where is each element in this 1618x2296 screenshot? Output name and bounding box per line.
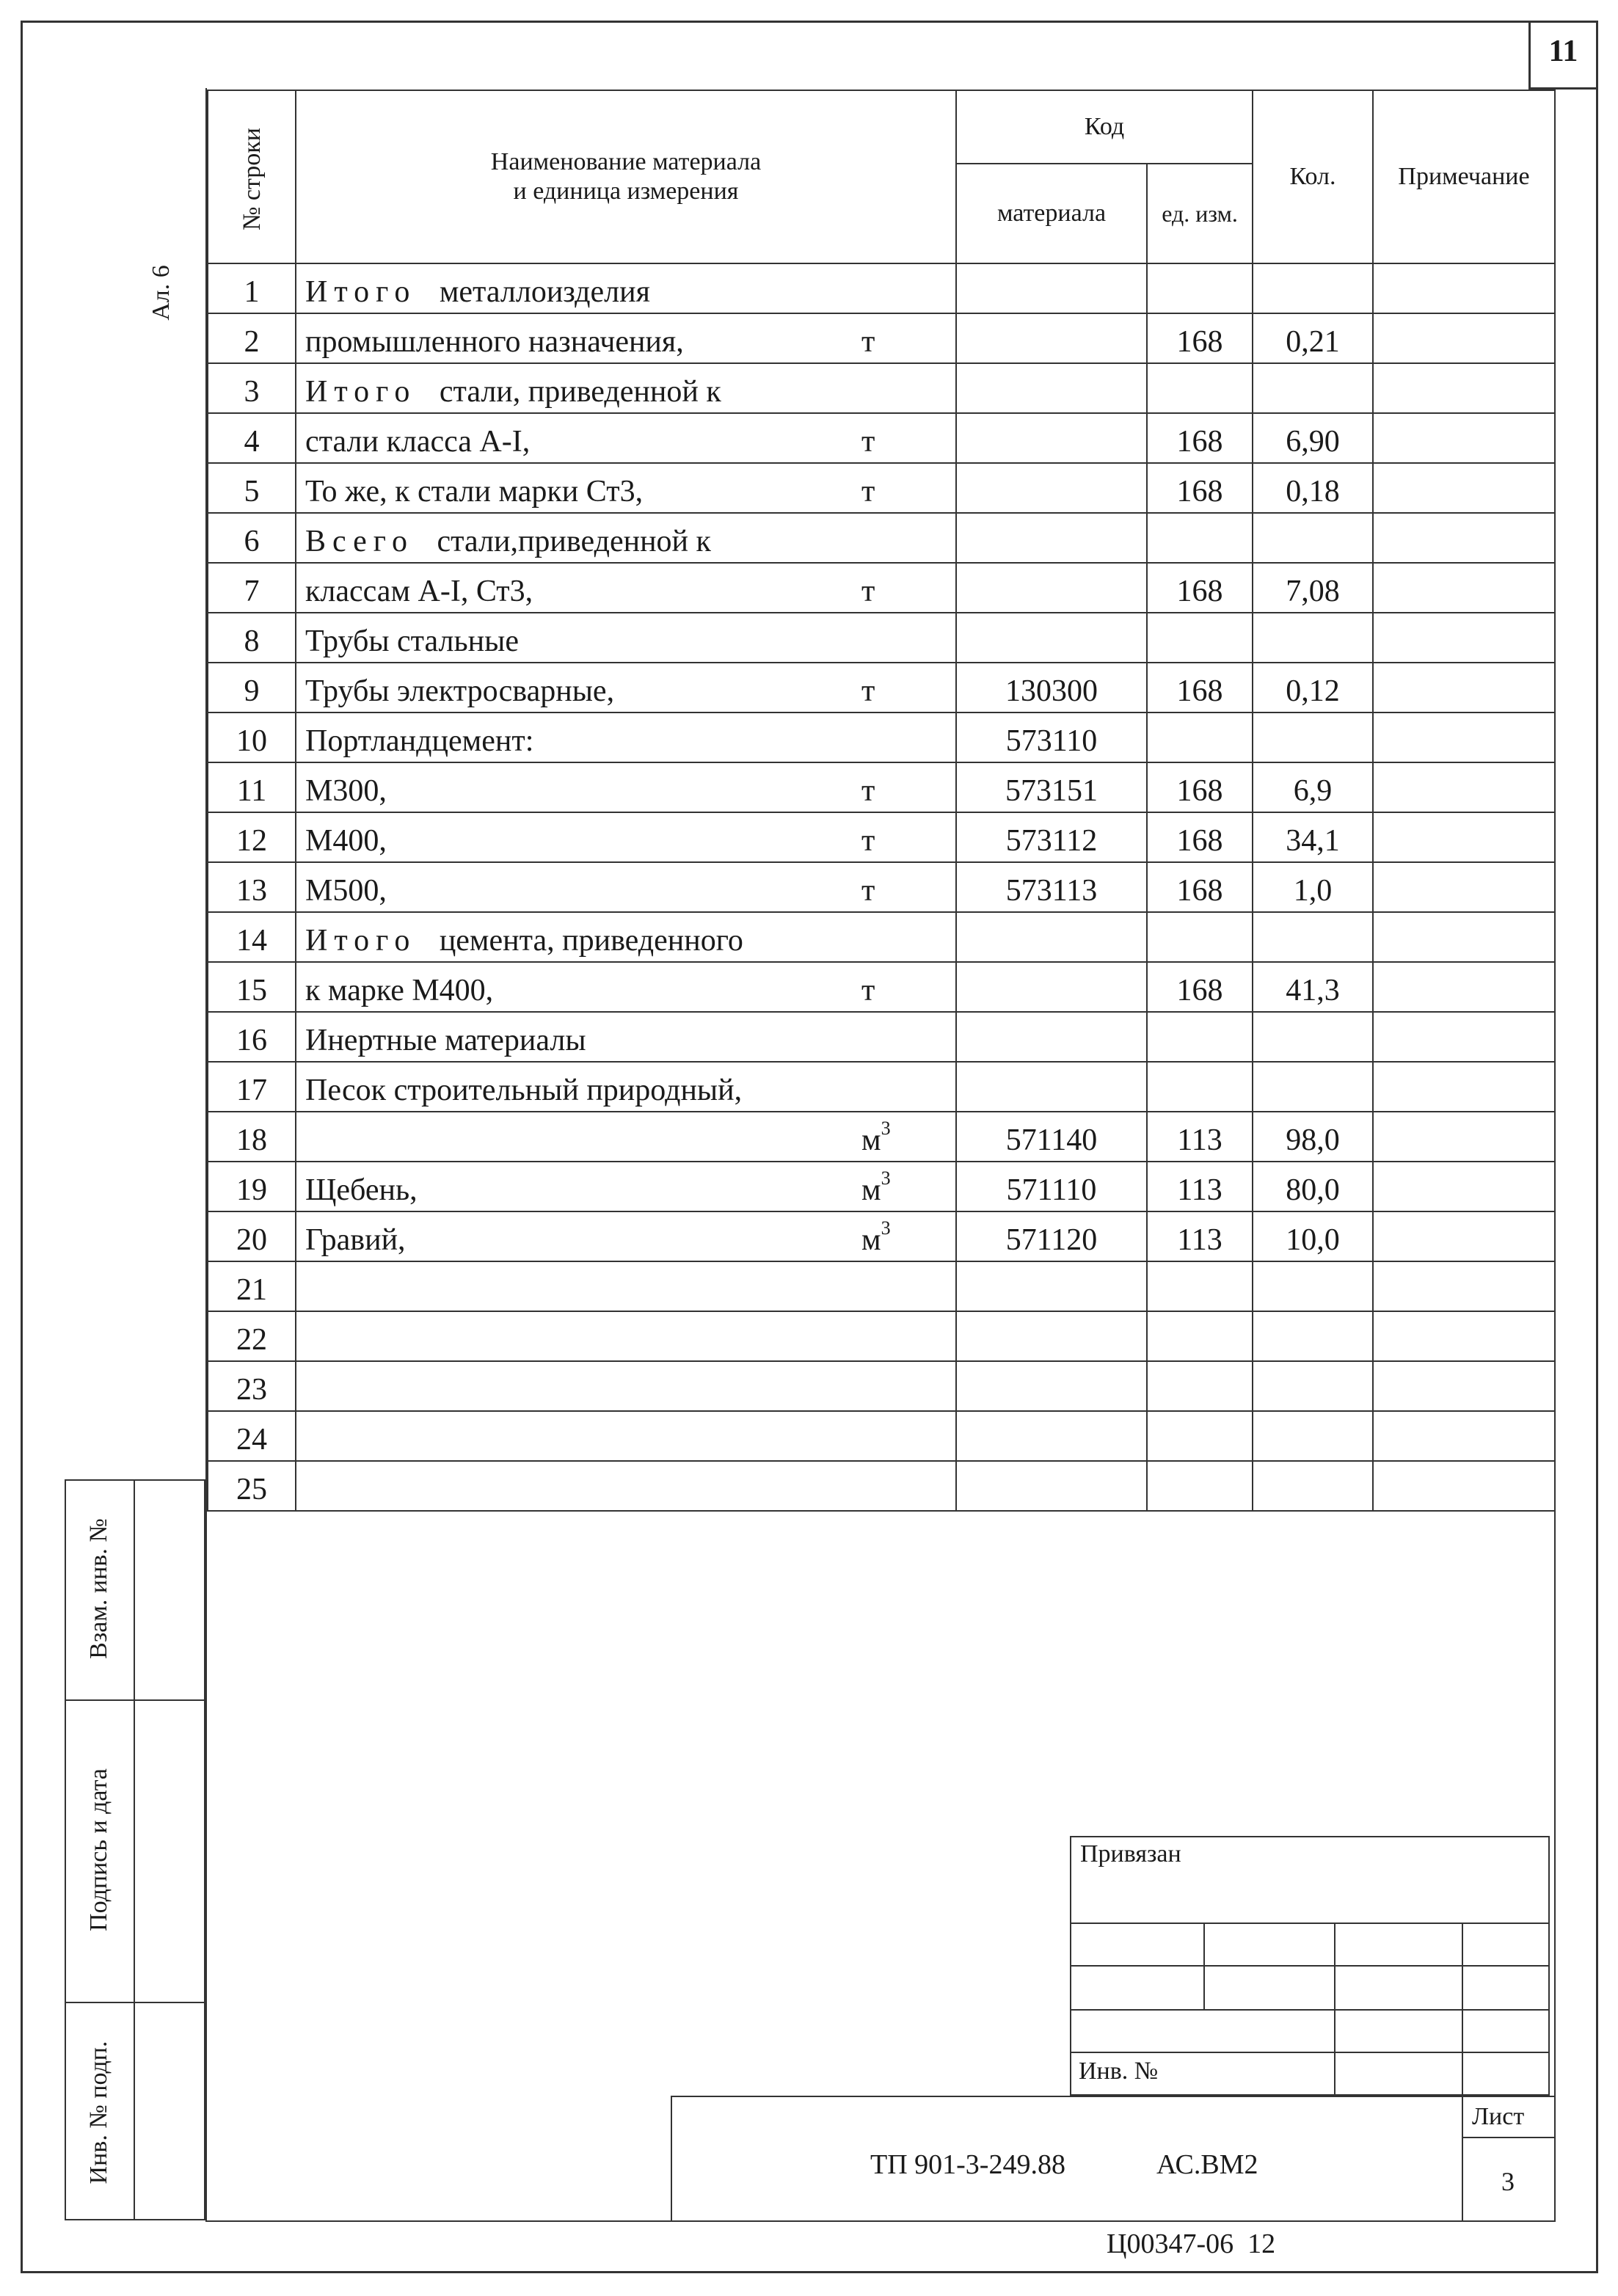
row-name-spaced: Всего [305, 525, 414, 558]
side-stamp-sep-1 [65, 1699, 205, 1701]
sheet-number: 11 [1548, 34, 1578, 68]
row-material-code [956, 1261, 1147, 1311]
row-unit-code: 168 [1147, 413, 1253, 463]
row-material-code: 573113 [956, 862, 1147, 912]
row-note [1373, 962, 1555, 1012]
row-unit: т [861, 575, 875, 608]
table-row [208, 1361, 1555, 1411]
row-name [305, 374, 721, 409]
row-name [305, 823, 387, 859]
row-unit-code: 168 [1147, 962, 1253, 1012]
table-row [208, 962, 1555, 1012]
row-name-text: стали, приведенной к [439, 375, 721, 409]
table-row [208, 363, 1555, 413]
tied-sep-4 [1070, 2052, 1550, 2053]
side-stamp-divider [134, 1479, 135, 2220]
row-note [1373, 713, 1555, 762]
row-unit-sup: 3 [881, 1167, 891, 1189]
row-name [305, 1173, 418, 1208]
table-row [208, 1162, 1555, 1211]
row-unit: т [861, 325, 875, 359]
tied-sep-2 [1070, 1965, 1550, 1967]
row-number: 5 [208, 463, 296, 513]
row-quantity [1253, 613, 1373, 663]
row-note [1373, 1162, 1555, 1211]
row-number: 21 [208, 1261, 296, 1311]
header-code-material: материала [956, 164, 1147, 263]
row-material-code: 573110 [956, 713, 1147, 762]
row-unit-code [1147, 613, 1253, 663]
inv-no-label: Инв. № [1079, 2058, 1159, 2085]
row-name [305, 873, 387, 908]
row-name-spaced: Итого [305, 375, 417, 409]
row-name-text: Гравий, [305, 1223, 406, 1257]
row-note [1373, 812, 1555, 862]
row-name [305, 1023, 586, 1058]
table-row [208, 513, 1555, 563]
row-unit-code [1147, 1361, 1253, 1411]
row-number: 3 [208, 363, 296, 413]
row-number: 15 [208, 962, 296, 1012]
row-unit-code: 168 [1147, 812, 1253, 862]
row-name [305, 474, 643, 509]
row-unit: т [861, 974, 875, 1007]
row-quantity: 0,21 [1253, 313, 1373, 363]
row-material-code [956, 563, 1147, 613]
row-quantity [1253, 1461, 1373, 1511]
row-unit: т [861, 874, 875, 908]
row-note [1373, 1261, 1555, 1311]
row-name-spaced: Итого [305, 275, 417, 309]
row-name-text: М500, [305, 874, 387, 908]
row-note [1373, 1361, 1555, 1411]
row-quantity: 1,0 [1253, 862, 1373, 912]
row-material-code: 573151 [956, 762, 1147, 812]
stamp-inv-orig: Инв. № подп. [85, 2041, 112, 2184]
row-name-cell [296, 1062, 956, 1112]
row-note [1373, 1211, 1555, 1261]
row-unit-code [1147, 912, 1253, 962]
table-row [208, 563, 1555, 613]
row-quantity: 0,18 [1253, 463, 1373, 513]
row-name-cell [296, 313, 956, 363]
row-unit-code: 168 [1147, 463, 1253, 513]
row-quantity [1253, 1361, 1373, 1411]
row-note [1373, 912, 1555, 962]
row-unit: т [861, 425, 875, 459]
row-material-code [956, 413, 1147, 463]
row-unit: $м^3$ [861, 1167, 891, 1207]
row-name-text: М400, [305, 824, 387, 858]
table-row [208, 812, 1555, 862]
row-quantity [1253, 1062, 1373, 1112]
row-quantity: 34,1 [1253, 812, 1373, 862]
table-row [208, 1311, 1555, 1361]
row-material-code [956, 1411, 1147, 1461]
row-name-cell [296, 513, 956, 563]
table-row [208, 1062, 1555, 1112]
row-note [1373, 363, 1555, 413]
row-number: 13 [208, 862, 296, 912]
row-quantity [1253, 363, 1373, 413]
row-material-code [956, 1062, 1147, 1112]
row-name-text: Песок строительный природный, [305, 1074, 743, 1107]
row-unit-sup: 3 [881, 1217, 891, 1239]
row-unit-code: 168 [1147, 862, 1253, 912]
row-material-code [956, 912, 1147, 962]
stamp-sign-date: Подпись и дата [85, 1768, 112, 1931]
header-quantity: Кол. [1253, 90, 1373, 263]
row-material-code: 571110 [956, 1162, 1147, 1211]
sheet-label: Лист [1472, 2103, 1525, 2130]
table-row [208, 613, 1555, 663]
row-name-cell [296, 613, 956, 663]
row-name [305, 923, 743, 958]
row-material-code [956, 962, 1147, 1012]
row-name [305, 1222, 406, 1258]
table-row [208, 1261, 1555, 1311]
row-material-code: 130300 [956, 663, 1147, 713]
row-name-cell [296, 1361, 956, 1411]
row-material-code [956, 313, 1147, 363]
row-unit-code [1147, 513, 1253, 563]
row-quantity [1253, 713, 1373, 762]
row-quantity [1253, 1012, 1373, 1062]
row-quantity: 41,3 [1253, 962, 1373, 1012]
row-unit: т [861, 674, 875, 708]
row-name-text: М300, [305, 774, 387, 808]
row-number: 2 [208, 313, 296, 363]
row-number: 1 [208, 263, 296, 313]
row-quantity [1253, 513, 1373, 563]
table-row [208, 1461, 1555, 1511]
tied-to-label: Привязан [1080, 1840, 1181, 1867]
row-name-cell [296, 912, 956, 962]
row-number: 22 [208, 1311, 296, 1361]
main-stamp-sheet-sep [1462, 2137, 1554, 2138]
row-number: 12 [208, 812, 296, 862]
row-material-code [956, 463, 1147, 513]
row-number: 14 [208, 912, 296, 962]
row-note [1373, 663, 1555, 713]
row-name-cell [296, 1162, 956, 1211]
row-note [1373, 513, 1555, 563]
row-name-cell [296, 463, 956, 513]
row-material-code [956, 263, 1147, 313]
row-name-cell [296, 962, 956, 1012]
row-name [305, 773, 387, 809]
row-material-code [956, 1361, 1147, 1411]
row-note [1373, 862, 1555, 912]
row-name-text: классам А-I, Ст3, [305, 575, 533, 608]
row-note [1373, 463, 1555, 513]
side-code: Ал. 6 [147, 265, 175, 321]
row-number: 4 [208, 413, 296, 463]
table-row [208, 1411, 1555, 1461]
row-unit-sup: 3 [881, 1118, 891, 1139]
row-unit: т [861, 824, 875, 858]
header-code-unit: ед. изм. [1147, 164, 1253, 263]
row-name-text: промышленного назначения, [305, 325, 684, 359]
row-quantity [1253, 1261, 1373, 1311]
table-row [208, 1012, 1555, 1062]
row-name-cell [296, 1461, 956, 1511]
row-material-code [956, 1012, 1147, 1062]
sheet-value: 3 [1501, 2167, 1515, 2196]
table-row [208, 862, 1555, 912]
row-quantity [1253, 912, 1373, 962]
row-name [305, 274, 650, 310]
row-number: 18 [208, 1112, 296, 1162]
table-row [208, 912, 1555, 962]
tied-vsep-2 [1334, 1923, 1335, 2096]
row-name-text: металлоизделия [439, 275, 650, 309]
row-quantity: 7,08 [1253, 563, 1373, 613]
row-number: 8 [208, 613, 296, 663]
row-name-cell [296, 1112, 956, 1162]
row-note [1373, 1461, 1555, 1511]
row-note [1373, 1062, 1555, 1112]
materials-table [207, 90, 1556, 1512]
table-row [208, 413, 1555, 463]
row-note [1373, 1311, 1555, 1361]
table-row [208, 1112, 1555, 1162]
table-row [208, 263, 1555, 313]
tied-sep-1 [1070, 1923, 1550, 1924]
row-unit-code [1147, 1311, 1253, 1361]
row-name [305, 674, 614, 709]
row-note [1373, 1112, 1555, 1162]
row-unit-code [1147, 363, 1253, 413]
row-unit-code [1147, 263, 1253, 313]
stamp-replaced-inv: Взам. инв. № [85, 1518, 112, 1659]
row-material-code [956, 613, 1147, 663]
row-note [1373, 563, 1555, 613]
row-quantity [1253, 1411, 1373, 1461]
row-note [1373, 762, 1555, 812]
row-name-cell [296, 762, 956, 812]
row-note [1373, 1012, 1555, 1062]
main-stamp [671, 2096, 1556, 2222]
row-note [1373, 313, 1555, 363]
row-material-code [956, 1311, 1147, 1361]
row-name-text: Инертные материалы [305, 1024, 586, 1057]
row-unit-code [1147, 1461, 1253, 1511]
tied-vsep-1 [1203, 1923, 1205, 2009]
row-name-spaced: Итого [305, 924, 417, 958]
row-name-text: стали класса А-I, [305, 425, 531, 459]
row-number: 7 [208, 563, 296, 613]
row-unit: $м^3$ [861, 1217, 891, 1257]
doc-code: ТП 901-3-249.88 [870, 2149, 1065, 2180]
row-unit-code [1147, 1062, 1253, 1112]
row-material-code [956, 1461, 1147, 1511]
row-unit-code: 168 [1147, 663, 1253, 713]
row-name-text: То же, к стали марки Ст3, [305, 475, 644, 509]
table-row [208, 313, 1555, 363]
tied-sep-3 [1070, 2009, 1550, 2011]
row-name-cell [296, 812, 956, 862]
row-material-code [956, 363, 1147, 413]
row-quantity: 6,9 [1253, 762, 1373, 812]
row-unit-code: 113 [1147, 1112, 1253, 1162]
main-stamp-divider [1462, 2096, 1463, 2220]
row-number: 10 [208, 713, 296, 762]
row-unit: т [861, 475, 875, 509]
row-quantity: 0,12 [1253, 663, 1373, 713]
row-number: 16 [208, 1012, 296, 1062]
row-quantity: 6,90 [1253, 413, 1373, 463]
row-name [305, 574, 533, 609]
row-name [305, 424, 530, 459]
row-note [1373, 613, 1555, 663]
row-quantity: 98,0 [1253, 1112, 1373, 1162]
row-number: 6 [208, 513, 296, 563]
row-unit-code: 113 [1147, 1211, 1253, 1261]
table-row [208, 762, 1555, 812]
row-name-text: к марке М400, [305, 974, 494, 1007]
header-row-number: № строки [208, 90, 296, 263]
row-name-cell [296, 1311, 956, 1361]
table-row [208, 663, 1555, 713]
row-unit-code: 168 [1147, 313, 1253, 363]
row-number: 20 [208, 1211, 296, 1261]
row-name-text: Трубы электросварные, [305, 674, 615, 708]
row-name [305, 624, 519, 659]
row-quantity [1253, 1311, 1373, 1361]
row-number: 9 [208, 663, 296, 713]
row-name-cell [296, 1012, 956, 1062]
row-unit-code [1147, 1012, 1253, 1062]
header-name: Наименование материала и единица измерения [296, 90, 956, 263]
row-unit: $м^3$ [861, 1118, 891, 1157]
row-quantity: 80,0 [1253, 1162, 1373, 1211]
row-note [1373, 263, 1555, 313]
row-unit-code: 168 [1147, 563, 1253, 613]
row-name [305, 324, 684, 360]
row-number: 17 [208, 1062, 296, 1112]
row-number: 25 [208, 1461, 296, 1511]
row-unit-code: 168 [1147, 762, 1253, 812]
row-name-text: Портландцемент: [305, 724, 534, 758]
doc-mark: АС.ВМ2 [1156, 2149, 1258, 2180]
row-name [305, 724, 533, 759]
row-name [305, 524, 711, 559]
tied-vsep-3 [1462, 1923, 1463, 2096]
row-material-code: 573112 [956, 812, 1147, 862]
row-number: 23 [208, 1361, 296, 1411]
row-name-cell [296, 563, 956, 613]
row-name-text: Трубы стальные [305, 624, 520, 658]
row-note [1373, 1411, 1555, 1461]
row-number: 19 [208, 1162, 296, 1211]
row-name-cell [296, 862, 956, 912]
row-name-text: цемента, приведенного [439, 924, 743, 958]
table-row [208, 1211, 1555, 1261]
table-row [208, 713, 1555, 762]
row-name [305, 973, 493, 1008]
row-number: 24 [208, 1411, 296, 1461]
row-unit-code: 113 [1147, 1162, 1253, 1211]
header-code: Код [956, 90, 1253, 164]
row-unit: т [861, 774, 875, 808]
row-unit-code [1147, 1261, 1253, 1311]
row-name-text: Щебень, [305, 1173, 418, 1207]
row-material-code: 571140 [956, 1112, 1147, 1162]
row-name-text: стали,приведенной к [437, 525, 711, 558]
row-material-code [956, 513, 1147, 563]
row-name-cell [296, 663, 956, 713]
row-unit-code [1147, 1411, 1253, 1461]
row-name-cell [296, 713, 956, 762]
row-name-cell [296, 1261, 956, 1311]
row-name [305, 1073, 742, 1108]
row-name-cell [296, 1411, 956, 1461]
row-unit-code [1147, 713, 1253, 762]
row-note [1373, 413, 1555, 463]
row-quantity: 10,0 [1253, 1211, 1373, 1261]
footer-code: Ц00347-06 12 [1107, 2228, 1276, 2259]
row-number: 11 [208, 762, 296, 812]
row-material-code: 571120 [956, 1211, 1147, 1261]
row-name-cell [296, 413, 956, 463]
header-note: Примечание [1373, 90, 1555, 263]
row-quantity [1253, 263, 1373, 313]
table-row [208, 463, 1555, 513]
row-name-cell [296, 1211, 956, 1261]
row-name-cell [296, 363, 956, 413]
row-name-cell [296, 263, 956, 313]
